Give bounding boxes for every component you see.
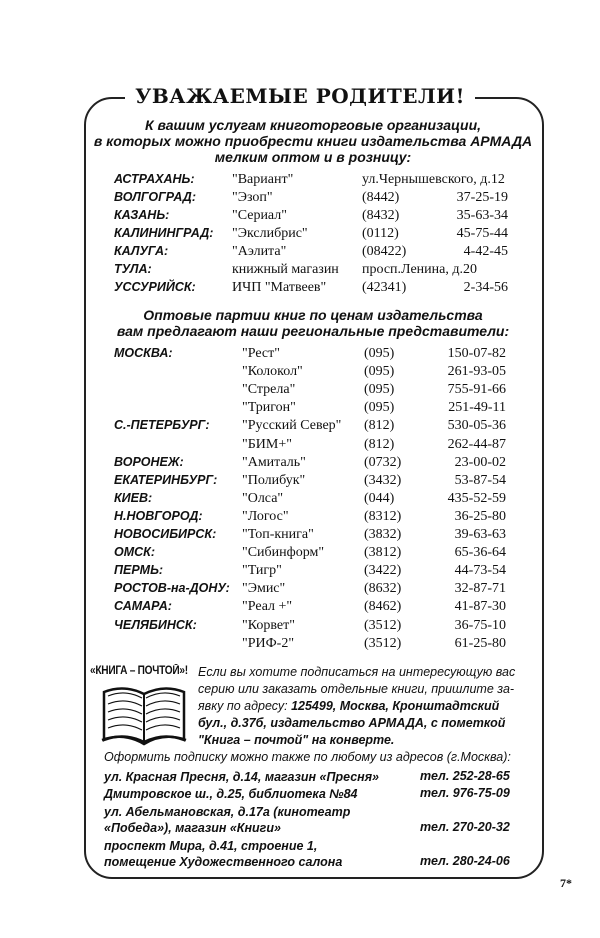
phone-number: 2-34-56 (463, 280, 508, 295)
table-row (0, 418, 600, 436)
area-code: (3512) (364, 635, 402, 651)
table-row (0, 226, 600, 244)
table-row (0, 455, 600, 473)
table-row (0, 491, 600, 509)
table-row (0, 262, 600, 280)
phone-number: 32-87-71 (454, 581, 506, 597)
area-code: (3832) (364, 527, 402, 542)
phone-number: 35-63-34 (456, 208, 508, 223)
shop-name: "Олса" (242, 490, 284, 506)
area-code: (8462) (364, 599, 402, 615)
area-code: (3812) (364, 545, 402, 561)
shop-name: "Экслибрис" (232, 226, 308, 241)
shop-name: "Сериал" (232, 208, 287, 223)
shop-name: "Эмис" (242, 581, 286, 597)
mail-order-line-3a: явку по адресу: (198, 699, 292, 713)
phone-number: 36-25-80 (454, 508, 506, 524)
phone-number: 53-87-54 (454, 472, 506, 488)
table-row (0, 190, 600, 208)
area-code: (095) (364, 346, 395, 361)
mail-order-address: 125499, Москва, Кронштадтский (291, 699, 500, 713)
address-4 (104, 838, 342, 870)
city-label: ТУЛА: (114, 262, 152, 276)
address: ул.Чернышевского, д.12 (362, 172, 505, 187)
area-code: (3422) (364, 563, 402, 579)
shop-name: "Полибук" (242, 472, 306, 488)
city-label: Н.НОВГОРОД: (114, 508, 203, 523)
table-row (0, 346, 600, 364)
city-label: КАЗАНЬ: (114, 208, 170, 222)
shop-name: "Логос" (242, 508, 289, 524)
mail-order-line-1: Если вы хотите подписаться на интересующую вас (198, 665, 516, 679)
mail-order-text (198, 664, 538, 749)
shop-name: "Колокол" (242, 364, 303, 380)
phone-number: 65-36-64 (454, 545, 506, 561)
mail-order-line-2: серию или заказать отдельные книги, пришлите за- (198, 682, 515, 696)
shop-name: "Амиталь" (242, 454, 306, 470)
shop-name: "Топ-книга" (242, 527, 314, 542)
phone-number: 261-93-05 (447, 364, 506, 380)
city-label: НОВОСИБИРСК: (114, 527, 217, 541)
city-label: С.-ПЕТЕРБУРГ: (114, 418, 210, 433)
table-row (0, 563, 600, 581)
phone-number: 755-91-66 (447, 382, 506, 398)
mail-order-label: «КНИГА – ПОЧТОЙ»! (90, 665, 188, 677)
shop-name: ИЧП "Матвеев" (232, 280, 327, 295)
table-row (0, 172, 600, 190)
area-code: (8432) (362, 208, 400, 223)
wholesale-heading (90, 307, 536, 339)
shop-name: "Корвет" (242, 617, 295, 633)
phone-number: 4-42-45 (463, 244, 508, 259)
shop-name: "Русский Север" (242, 418, 342, 434)
table-row (0, 437, 600, 455)
phone-number: 36-75-10 (454, 617, 506, 633)
phone-number: 61-25-80 (454, 635, 506, 651)
shop-name: "БИМ+" (242, 436, 292, 452)
area-code: (08422) (362, 244, 407, 259)
page-number: 7* (560, 876, 572, 890)
shop-name: "РИФ-2" (242, 635, 295, 651)
area-code: (3512) (364, 617, 402, 633)
address-1: ул. Красная Пресня, д.14, магазин «Пресня» (104, 770, 380, 784)
intro-line-2: в которых можно приобрести книги издательства АРМАДА (93, 133, 533, 149)
phone-number: 44-73-54 (454, 563, 506, 579)
area-code: (8632) (364, 581, 402, 597)
phone-number: 39-63-63 (454, 527, 506, 542)
city-label: ЧЕЛЯБИНСК: (114, 617, 197, 632)
address: просп.Ленина, д.20 (362, 262, 477, 277)
tel-3: тел. 270-20-32 (420, 820, 510, 834)
table-row (0, 400, 600, 418)
mail-order-line-3 (198, 698, 538, 715)
area-code: (3432) (364, 472, 402, 488)
shop-name: "Аэлита" (232, 244, 287, 259)
area-code: (0112) (362, 226, 399, 241)
address-3-line-1: ул. Абельмановская, д.17а (кинотеатр (104, 805, 351, 819)
shop-name: "Эзоп" (232, 190, 273, 205)
area-code: (812) (364, 418, 395, 434)
area-code: (8442) (362, 190, 400, 205)
phone-number: 45-75-44 (456, 226, 508, 241)
book-icon (100, 680, 188, 746)
city-label: ВОРОНЕЖ: (114, 454, 184, 469)
city-label: УССУРИЙСК: (114, 280, 196, 294)
shop-name: "Тригон" (242, 400, 296, 416)
city-label: ВОЛГОГРАД: (114, 190, 196, 204)
shop-name: "Тигр" (242, 563, 282, 579)
tel-1: тел. 252-28-65 (420, 769, 510, 783)
city-label: РОСТОВ-на-ДОНУ: (114, 581, 230, 596)
table-row (0, 509, 600, 527)
wholesale-line-2: вам предлагают наши региональные представители: (116, 323, 510, 339)
phone-number: 41-87-30 (454, 599, 506, 615)
phone-number: 530-05-36 (447, 418, 506, 434)
phone-number: 262-44-87 (447, 436, 506, 452)
city-label: САМАРА: (114, 599, 172, 614)
shop-name: "Стрела" (242, 382, 296, 398)
table-row (0, 581, 600, 599)
area-code: (8312) (364, 508, 402, 524)
subscription-line: Оформить подписку можно также по любому из адресов (г.Москва): (104, 750, 511, 764)
wholesale-line-1: Оптовые партии книг по ценам издательства (143, 307, 483, 323)
table-row (0, 208, 600, 226)
city-label: ЕКАТЕРИНБУРГ: (114, 472, 218, 487)
table-row (0, 618, 600, 636)
phone-number: 23-00-02 (454, 454, 506, 470)
address-3 (104, 804, 350, 836)
table-row (0, 364, 600, 382)
area-code: (044) (364, 490, 395, 506)
table-row (0, 382, 600, 400)
area-code: (812) (364, 436, 395, 452)
city-label: ПЕРМЬ: (114, 563, 164, 578)
mail-order-line-4: бул., д.37б, издательство АРМАДА, с пометкой (198, 716, 506, 730)
phone-number: 251-49-11 (448, 400, 506, 416)
city-label: АСТРАХАНЬ: (114, 172, 195, 186)
tel-2: тел. 976-75-09 (420, 786, 510, 800)
table-row (0, 473, 600, 491)
intro-heading (90, 117, 536, 165)
shop-name: "Вариант" (232, 172, 294, 187)
address-4-line-2: помещение Художественного салона (104, 855, 343, 869)
intro-line-3: мелким оптом и в розницу: (214, 149, 412, 165)
area-code: (095) (364, 364, 395, 380)
area-code: (095) (364, 400, 395, 416)
phone-number: 150-07-82 (447, 346, 506, 361)
city-label: ОМСК: (114, 545, 156, 560)
tel-4: тел. 280-24-06 (420, 854, 510, 868)
page-title: УВАЖАЕМЫЕ РОДИТЕЛИ! (125, 84, 475, 108)
area-code: (42341) (362, 280, 407, 295)
table-row (0, 545, 600, 563)
city-label: МОСКВА: (114, 346, 173, 360)
city-label: КАЛУГА: (114, 244, 169, 258)
table-row (0, 599, 600, 617)
address-4-line-1: проспект Мира, д.41, строение 1, (104, 839, 318, 853)
table-row (0, 527, 600, 545)
shop-name: "Сибинформ" (242, 545, 325, 561)
address-2: Дмитровское ш., д.25, библиотека №84 (104, 787, 358, 801)
city-label: КАЛИНИНГРАД: (114, 226, 214, 240)
address-3-line-2: «Победа»), магазин «Книги» (104, 821, 281, 835)
area-code: (095) (364, 382, 395, 398)
city-label: КИЕВ: (114, 490, 153, 505)
shop-name: "Рест" (242, 346, 280, 361)
phone-number: 435-52-59 (447, 490, 506, 506)
table-row (0, 280, 600, 298)
title-wrap (0, 84, 600, 108)
intro-line-1: К вашим услугам книготорговые организации, (144, 117, 482, 133)
phone-number: 37-25-19 (456, 190, 508, 205)
table-row (0, 636, 600, 654)
shop-name: "Реал +" (242, 599, 293, 615)
table-row (0, 244, 600, 262)
mail-order-line-5: "Книга – почтой" на конверте. (198, 733, 395, 747)
area-code: (0732) (364, 454, 402, 470)
shop-name: книжный магазин (232, 262, 339, 277)
